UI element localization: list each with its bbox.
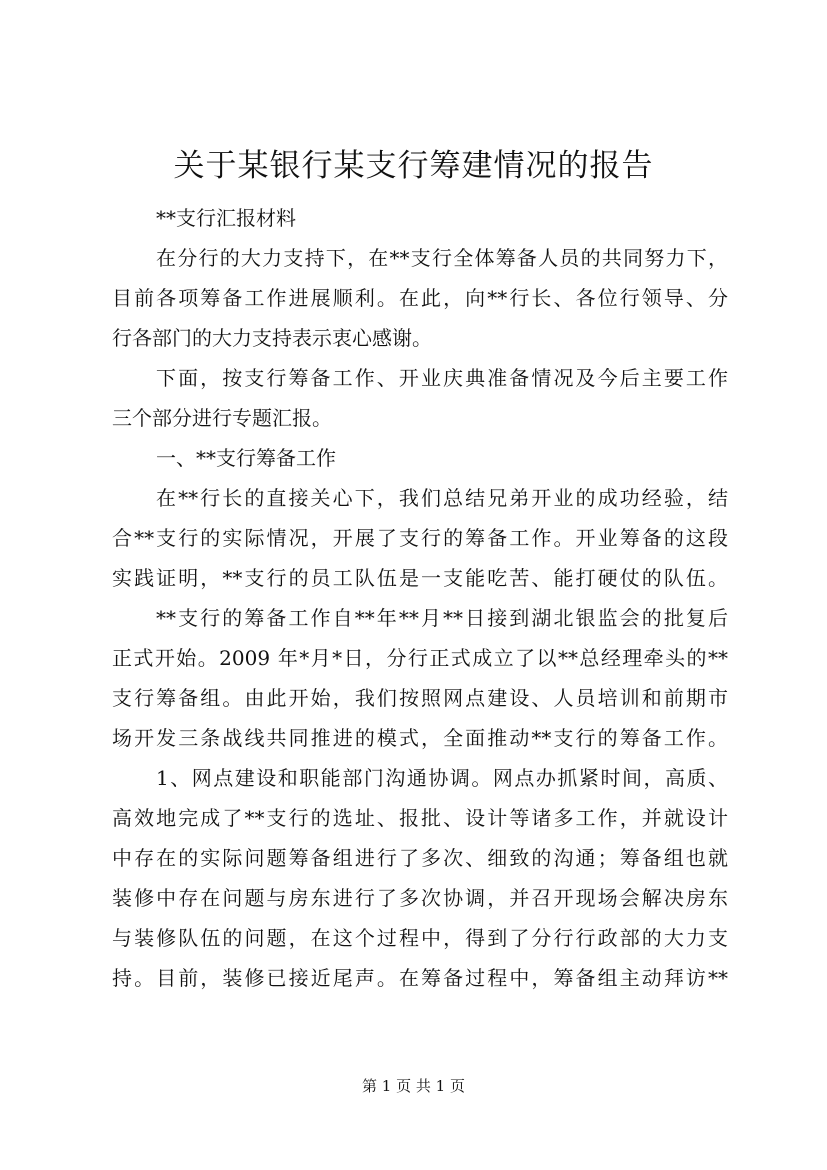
section-heading: 一、**支行筹备工作 [156, 446, 336, 470]
paragraph-line: 在分行的大力支持下，在**支行全体筹备人员的共同努力下， [156, 246, 728, 270]
paragraph-line: 1、网点建设和职能部门沟通协调。网点办抓紧时间，高质、 [156, 766, 728, 790]
document-title: 关于某银行某支行筹建情况的报告 [173, 148, 654, 184]
paragraph-line: 与装修队伍的问题，在这个过程中，得到了分行行政部的大力支 [112, 926, 728, 950]
paragraph-line: 目前各项筹备工作进展顺利。在此，向**行长、各位行领导、分 [112, 286, 728, 310]
paragraph-line: 在**行长的直接关心下，我们总结兄弟开业的成功经验，结 [156, 486, 728, 510]
paragraph-line: 场开发三条战线共同推进的模式，全面推动**支行的筹备工作。 [112, 726, 728, 750]
paragraph-line: 三个部分进行专题汇报。 [112, 406, 332, 430]
paragraph-line: 下面，按支行筹备工作、开业庆典准备情况及今后主要工作 [156, 366, 728, 390]
paragraph-line: 支行筹备组。由此开始，我们按照网点建设、人员培训和前期市 [112, 686, 728, 710]
paragraph-line: 装修中存在问题与房东进行了多次协调，并召开现场会解决房东 [112, 886, 728, 910]
paragraph-line: 中存在的实际问题筹备组进行了多次、细致的沟通；筹备组也就 [112, 846, 728, 870]
paragraph-line: 正式开始。2009 年*月*日，分行正式成立了以**总经理牵头的** [112, 646, 728, 670]
paragraph-line: 高效地完成了**支行的选址、报批、设计等诸多工作，并就设计 [112, 806, 728, 830]
document-body [112, 198, 728, 998]
paragraph-line: 实践证明，**支行的员工队伍是一支能吃苦、能打硬仗的队伍。 [112, 566, 728, 590]
paragraph-line: **支行汇报材料 [156, 206, 296, 230]
paragraph-line: 合**支行的实际情况，开展了支行的筹备工作。开业筹备的这段 [112, 526, 728, 550]
paragraph-line: 持。目前，装修已接近尾声。在筹备过程中，筹备组主动拜访** [112, 966, 728, 990]
page-footer: 第 1 页 共 1 页 [362, 1077, 465, 1095]
paragraph-line: 行各部门的大力支持表示衷心感谢。 [112, 326, 432, 350]
paragraph-line: **支行的筹备工作自**年**月**日接到湖北银监会的批复后 [156, 606, 728, 630]
